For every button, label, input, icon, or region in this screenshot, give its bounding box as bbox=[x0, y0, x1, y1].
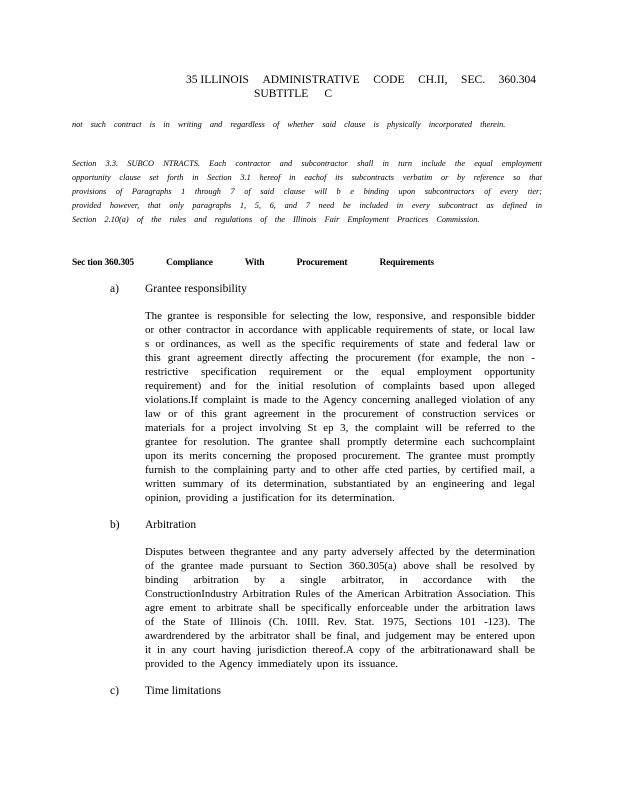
header-citation-line bbox=[186, 73, 536, 87]
section-heading bbox=[72, 258, 464, 268]
page-header bbox=[186, 73, 536, 101]
item-label: c) bbox=[110, 685, 119, 697]
header-title-part: 360.304 bbox=[498, 74, 536, 86]
header-subtitle-line bbox=[186, 87, 536, 101]
header-title-part: 35 ILLINOIS bbox=[186, 74, 249, 86]
item-label: b) bbox=[110, 519, 120, 531]
section-heading-part: Procurement bbox=[296, 258, 348, 268]
item-title: Grantee responsibility bbox=[145, 283, 247, 295]
section-heading-part: Compliance bbox=[166, 258, 213, 268]
header-subtitle-letter: C bbox=[324, 88, 332, 100]
header-title-part: SEC. bbox=[461, 74, 486, 86]
item-body: The grantee is responsible for selecting the low, responsive, and responsible bidder or other contractor in accordance with applicable requirements of state, or local law s or ordinances, as well as the specific requirements of state and federal law or this grant agreement directly affecting the procurement (for example, the non -restrictive specification requirement or the equal employment opportunity requirement) and for the initial resolution of complaints based upon alleged violations.If complaint is made to the Agency concerning analleged violation of any law or of this grant agreement in the procurement of construction services or materials for a project involving St ep 3, the complaint will be referred to the grantee for resolution. The grantee shall promptly determine each suchcomplaint upon its merits concerning the proposed procurement. The grantee must promptly furnish to the complaining party and to other affe cted parties, by certified mail, a written summary of its determination, substantiated by an engineering and legal opinion, providing a justification for its determination. bbox=[145, 310, 535, 504]
section-heading-part: Sec tion 360.305 bbox=[72, 258, 134, 268]
section-3-3-paragraph: Section 3.3. SUBCO NTRACTS. Each contractor and subcontractor shall in turn include the equal employment opportunity clause set forth in Section 3.1 hereof in eachof its subcontracts verbatim or by reference so that provisions of Paragraphs 1 through 7 of said clause will b e binding upon subcontractors of every tier; provided however, that only paragraphs 1, 5, 6, and 7 need be included in every subcontract as defined in Section 2.10(a) of the rules and regulations of the Illinois Fair Employment Practices Commission. bbox=[72, 159, 542, 224]
header-subtitle-word: SUBTITLE bbox=[254, 88, 309, 100]
header-title-part: CODE bbox=[373, 74, 405, 86]
item-title: Time limitations bbox=[145, 685, 221, 697]
item-title: Arbitration bbox=[145, 519, 197, 531]
item-body: Disputes between thegrantee and any party adversely affected by the determination of the grantee made pursuant to Section 360.305(a) above shall be resolved by binding arbitration by a single arbitrator, in accordance with the ConstructionIndustry Arbitration Rules of the American Arbitration Association. This agre ement to arbitrate shall be specifically enforceable under the arbitration laws of the State of Illinois (Ch. 10Ill. Rev. Stat. 1975, Sections 101 -123). The awardrendered by the arbitrator shall be final, and judgement may be entered upon it in any court having jurisdiction thereof.A copy of the arbitrationaward shall be provided to the Agency immediately upon its issuance. bbox=[145, 546, 535, 670]
header-title-part: ADMINISTRATIVE bbox=[262, 74, 360, 86]
section-heading-part: With bbox=[244, 258, 265, 268]
header-title-part: CH.II, bbox=[418, 74, 448, 86]
item-label: a) bbox=[110, 283, 119, 295]
continuation-paragraph: not such contract is in writing and regardless of whether said clause is physically incorporated therein. bbox=[72, 120, 506, 129]
section-heading-part: Requirements bbox=[379, 258, 434, 268]
